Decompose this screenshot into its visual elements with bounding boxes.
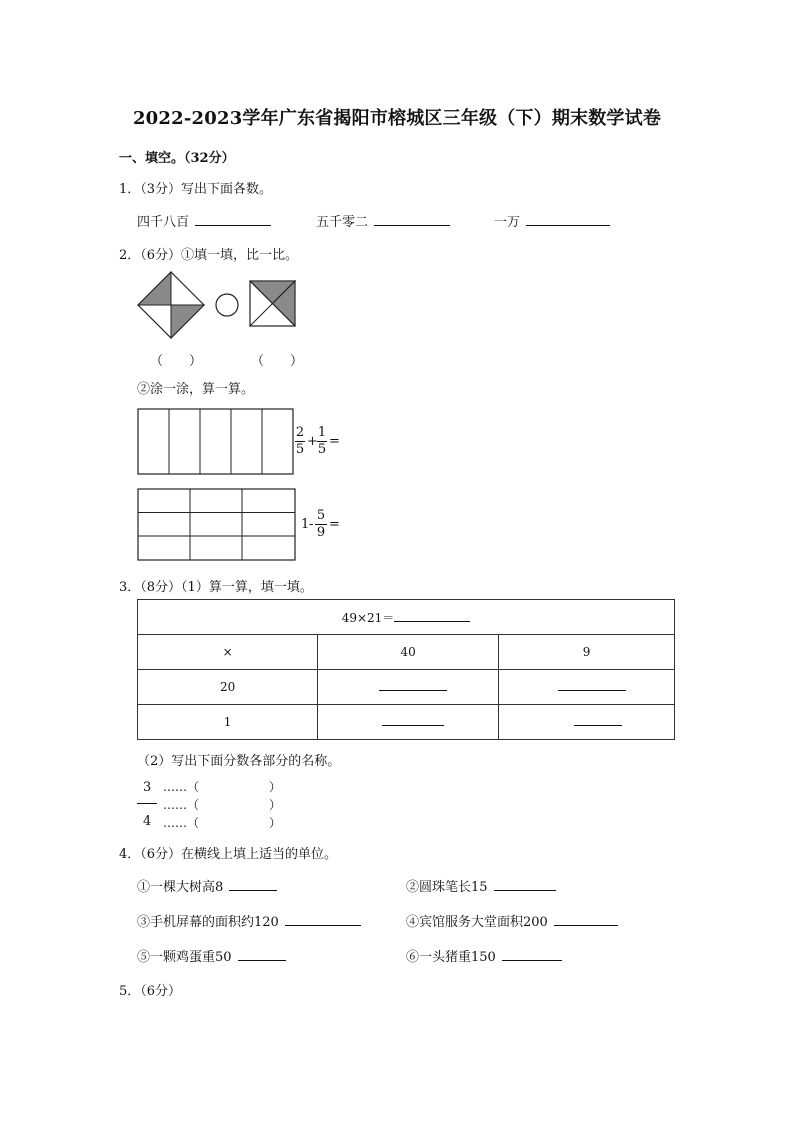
q3-label-line-1: ……（	[163, 780, 200, 794]
q3-fraction-numerator: 3	[143, 780, 152, 795]
q2-minus-sign: -	[309, 517, 314, 532]
q4-answer-blank-3[interactable]	[285, 913, 361, 926]
q2-equals-sign-1: =	[329, 434, 340, 449]
question-3-head: 3．（8分）（1）算一算，填一填。	[119, 580, 313, 595]
q2-answer-paren-right[interactable]: （ ）	[251, 354, 304, 369]
q2-sub-question-2: ②涂一涂，算一算。	[137, 382, 255, 397]
q1-item-1	[137, 211, 271, 230]
q3-header-40: 40	[318, 635, 499, 670]
q4-answer-blank-5[interactable]	[238, 948, 286, 961]
q2-fraction-a-numerator: 2	[295, 425, 305, 440]
diamond-shaded-part-2	[171, 305, 204, 338]
q2-fraction-c	[315, 509, 327, 540]
q2-plus-sign: +	[307, 434, 318, 449]
question-1-head: 1．（3分）写出下面各数。	[119, 182, 273, 197]
q1-answer-blank-1[interactable]	[195, 213, 271, 226]
q2-fraction-a	[295, 426, 305, 457]
q1-answer-blank-2[interactable]	[374, 213, 450, 226]
q3-equation-blank[interactable]	[394, 611, 470, 622]
q4-item-5	[137, 946, 286, 965]
question-5-head: 5．（6分）	[119, 984, 182, 999]
q4-item-5-label: ⑤一颗鸡蛋重50	[137, 950, 232, 965]
q2-ninths-rectangle[interactable]	[137, 488, 297, 562]
q3-fraction-denominator: 4	[143, 814, 152, 829]
question-4-head: 4．（6分）在横线上填上适当的单位。	[119, 847, 338, 862]
q4-item-1	[137, 876, 277, 895]
q1-item-2	[316, 211, 450, 230]
q1-item-1-label: 四千八百	[137, 215, 190, 230]
q4-item-3	[137, 911, 361, 930]
q2-equals-sign-2: =	[329, 517, 340, 532]
q3-label-line-2: ……（	[163, 798, 200, 812]
q1-answer-blank-3[interactable]	[526, 213, 610, 226]
q3-row-label-20: 20	[138, 670, 318, 705]
q3-close-paren-1[interactable]: ）	[269, 780, 282, 794]
q4-item-4-label: ④宾馆服务大堂面积200	[406, 915, 548, 930]
q3-blank-20x9[interactable]	[558, 680, 626, 691]
q3-row-label-1: 1	[138, 705, 318, 740]
q4-answer-blank-4[interactable]	[554, 913, 618, 926]
q3-blank-1x40[interactable]	[382, 715, 444, 726]
q2-fraction-b	[317, 426, 327, 457]
q3-close-paren-2[interactable]: ）	[269, 798, 282, 812]
q2-answer-paren-left[interactable]: （ ）	[150, 354, 203, 369]
q2-fraction-b-numerator: 1	[317, 425, 327, 440]
q4-item-1-label: ①一棵大树高8	[137, 880, 224, 895]
q3-label-line-3: ……（	[163, 816, 200, 830]
q3-equation-cell	[138, 600, 675, 635]
q1-item-3	[494, 211, 610, 230]
q2-shapes-figure	[136, 270, 298, 342]
section-heading: 一、填空。（32分）	[119, 151, 235, 166]
q4-item-2	[406, 876, 556, 895]
q3-cell-1x9[interactable]	[499, 705, 675, 740]
q3-header-times: ×	[138, 635, 318, 670]
q2-fraction-b-denominator: 5	[317, 442, 327, 457]
q4-item-3-label: ③手机屏幕的面积约120	[137, 915, 279, 930]
page-title: 2022-2023学年广东省揭阳市榕城区三年级（下）期末数学试卷	[132, 108, 662, 129]
diamond-shaded-part-1	[138, 272, 171, 305]
q3-blank-20x40[interactable]	[379, 680, 447, 691]
q3-cell-20x9[interactable]	[499, 670, 675, 705]
q4-item-6-label: ⑥一头猪重150	[406, 950, 496, 965]
question-2-head: 2．（6分）①填一填，比一比。	[119, 248, 299, 263]
q3-sub-question-2: （2）写出下面分数各部分的名称。	[137, 754, 341, 769]
q3-multiplication-table	[137, 599, 675, 740]
compare-circle[interactable]	[216, 294, 238, 316]
q2-fraction-c-numerator: 5	[316, 508, 326, 523]
q3-header-9: 9	[499, 635, 675, 670]
q3-equation: 49×21＝	[341, 610, 395, 625]
q3-blank-1x9[interactable]	[574, 715, 622, 726]
q3-cell-1x40[interactable]	[318, 705, 499, 740]
q3-cell-20x40[interactable]	[318, 670, 499, 705]
q2-fraction-c-denominator: 9	[316, 525, 326, 540]
q4-item-6	[406, 946, 562, 965]
q1-item-2-label: 五千零二	[316, 215, 369, 230]
q4-item-2-label: ②圆珠笔长15	[406, 880, 488, 895]
q3-close-paren-3[interactable]: ）	[269, 816, 282, 830]
q1-item-3-label: 一万	[494, 215, 521, 230]
q4-answer-blank-6[interactable]	[502, 948, 562, 961]
q4-item-4	[406, 911, 618, 930]
q3-fraction-bar	[137, 803, 157, 804]
q2-fraction-a-denominator: 5	[295, 442, 305, 457]
q2-whole-number: 1	[301, 517, 310, 532]
q4-answer-blank-2[interactable]	[494, 878, 556, 891]
q2-fifths-rectangle[interactable]	[137, 408, 295, 476]
q4-answer-blank-1[interactable]	[229, 878, 277, 891]
